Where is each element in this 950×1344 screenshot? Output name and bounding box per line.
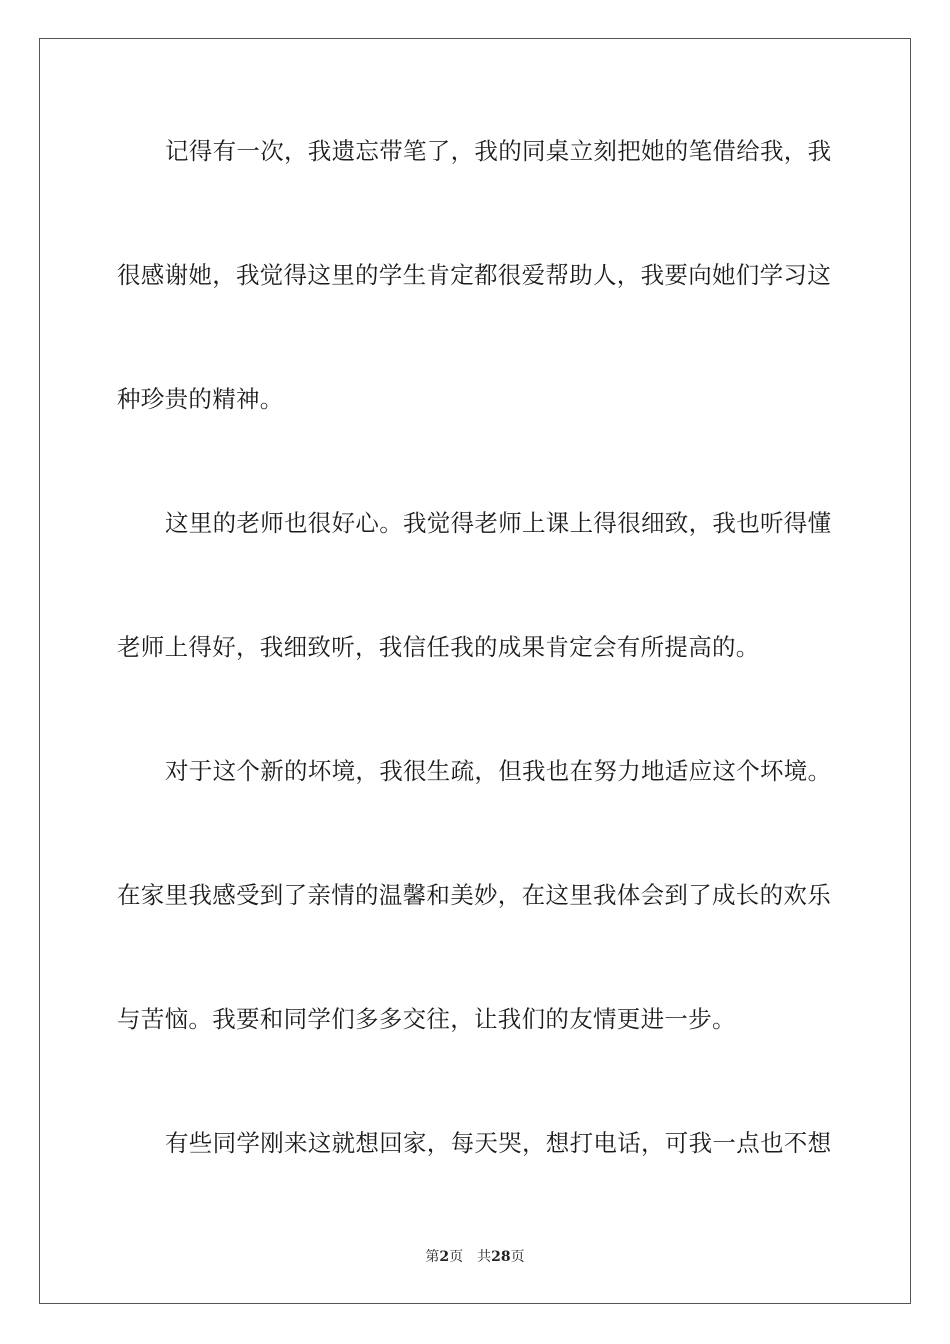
total-pages: 28 (491, 1249, 511, 1265)
paragraph-4-line-1: 有些同学刚来这就想回家，每天哭，想打电话，可我一点也不想 (165, 1129, 832, 1157)
page-prefix: 第 (425, 1249, 440, 1265)
page-suffix: 页 (449, 1249, 464, 1265)
paragraph-1-line-2: 很感谢她，我觉得这里的学生肯定都很爱帮助人，我要向她们学习这 (117, 261, 831, 289)
page-footer (0, 1248, 950, 1266)
paragraph-2-line-2: 老师上得好，我细致听，我信任我的成果肯定会有所提高的。 (117, 633, 760, 661)
page-number: 2 (439, 1249, 450, 1265)
total-prefix: 共 (477, 1249, 492, 1265)
paragraph-3-line-2: 在家里我感受到了亲情的温馨和美妙，在这里我体会到了成长的欢乐 (117, 881, 831, 909)
paragraph-1-line-1: 记得有一次，我遗忘带笔了，我的同桌立刻把她的笔借给我，我 (165, 137, 832, 165)
paragraph-1-line-3: 种珍贵的精神。 (117, 385, 284, 413)
paragraph-2-line-1: 这里的老师也很好心。我觉得老师上课上得很细致，我也听得懂 (165, 509, 832, 537)
paragraph-3-line-1: 对于这个新的坏境，我很生疏，但我也在努力地适应这个坏境。 (165, 757, 832, 785)
page-border (39, 38, 911, 1304)
total-suffix: 页 (510, 1249, 525, 1265)
paragraph-3-line-3: 与苦恼。我要和同学们多多交往，让我们的友情更进一步。 (117, 1005, 736, 1033)
